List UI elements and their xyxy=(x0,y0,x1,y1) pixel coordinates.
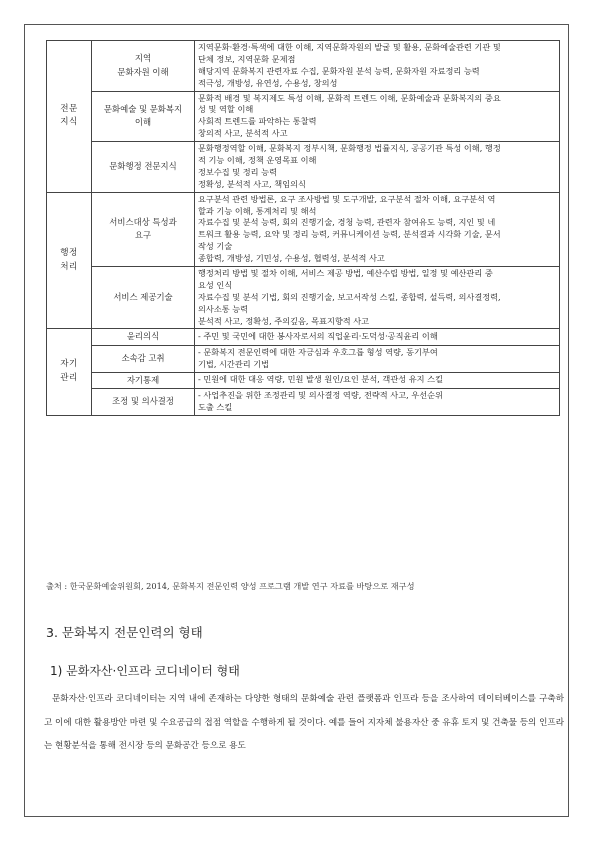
description-cell xyxy=(195,389,560,416)
table-row xyxy=(47,267,560,329)
competency-table xyxy=(46,40,560,416)
description-line: 문화행정역할 이해, 문화복지 정부시책, 문화행정 법률지식, 공공기관 특성 이해, 행정 xyxy=(198,143,501,154)
description-cell xyxy=(195,192,560,266)
description-line: 기법, 시간관리 기법 xyxy=(198,358,270,369)
table-source-note: 출처 : 한국문화예술위원회, 2014, 문화복지 전문인력 양성 프로그램 개발 연구 자료를 바탕으로 재구성 xyxy=(46,581,415,591)
description-line: 사회적 트렌드를 파악하는 통찰력 xyxy=(198,116,317,127)
description-line: 도출 스킬 xyxy=(198,402,233,413)
subcategory-cell: 윤리의식 xyxy=(92,329,195,345)
subcategory-cell: 문화예술 및 문화복지 이해 xyxy=(92,91,195,142)
description-line: 요성 인식 xyxy=(198,279,233,290)
category-cell: 행정 처리 xyxy=(47,192,92,329)
description-line: 단체 정보, 지역문화 문제점 xyxy=(198,53,296,64)
description-cell xyxy=(195,267,560,329)
description-line: 성 및 역할 이해 xyxy=(198,104,254,115)
description-cell xyxy=(195,41,560,92)
subcategory-cell: 서비스대상 특성과 요구 xyxy=(92,192,195,266)
description-line: 창의적 사고, 분석적 사고 xyxy=(198,128,288,139)
table-row xyxy=(47,345,560,372)
table-row xyxy=(47,389,560,416)
table-row xyxy=(47,372,560,388)
description-line: 트워크 활용 능력, 요약 및 정리 능력, 커뮤니케이션 능력, 분석결과 시각화 기술, 문서 xyxy=(198,229,501,240)
description-line: 적 기능 이해, 정책 운영목표 이해 xyxy=(198,155,317,166)
table-row xyxy=(47,192,560,266)
description-line: 정확성, 분석적 사고, 책임의식 xyxy=(198,178,306,189)
description-cell xyxy=(195,345,560,372)
description-line: 분석적 사고, 정확성, 주의깊음, 목표지향적 사고 xyxy=(198,315,370,326)
subcategory-cell: 소속감 고취 xyxy=(92,345,195,372)
description-line: 자료수집 및 분석 기법, 회의 진행기술, 보고서작성 스킬, 종합력, 설득력, 의사결정력, xyxy=(198,291,501,302)
body-paragraph: 문화자산·인프라 코디네이터는 지역 내에 존재하는 다양한 형태의 문화예술 관련 플랫폼과 인프라 등을 조사하여 데이터베이스를 구축하고 이에 대한 활용방안 마련 및 수요공급의 접점 역할을 수행하게 될 것이다. 예를 들어 지자체 불용자산 중 유휴 토지 및 건축물 등의 인프라는 현황분석을 통해 전시장 등의 문화공간 등으로 용도 xyxy=(44,694,564,752)
subcategory-cell: 자기통제 xyxy=(92,372,195,388)
description-line: - 문화복지 전문인력에 대한 자긍심과 우호그룹 형성 역량, 동기부여 xyxy=(198,346,438,357)
description-cell xyxy=(195,329,560,345)
description-line: 정보수집 및 정리 능력 xyxy=(198,166,277,177)
description-line: - 민원에 대한 대응 역량, 민원 발생 원인/요인 분석, 객관성 유지 스킬 xyxy=(198,374,443,385)
subcategory-cell: 조정 및 의사결정 xyxy=(92,389,195,416)
description-line: - 주민 및 국민에 대한 봉사자로서의 직업윤리·도덕성·공직윤리 이해 xyxy=(198,331,438,342)
description-line: 행정처리 방법 및 절차 이해, 서비스 제공 방법, 예산수립 방법, 일정 및 예산관리 중 xyxy=(198,268,493,279)
table-row xyxy=(47,91,560,142)
subcategory-cell: 서비스 제공기술 xyxy=(92,267,195,329)
description-line: 할과 기능 이해, 통계처리 및 해석 xyxy=(198,205,317,216)
description-line: 자료수집 및 분석 능력, 회의 진행기술, 경청 능력, 관련자 참여유도 능력, 지인 및 네 xyxy=(198,217,496,228)
description-cell xyxy=(195,372,560,388)
subcategory-cell: 지역 문화자원 이해 xyxy=(92,41,195,92)
description-line: 작성 기술 xyxy=(198,241,233,252)
table-row xyxy=(47,41,560,92)
table-row xyxy=(47,142,560,193)
subcategory-cell: 문화행정 전문지식 xyxy=(92,142,195,193)
description-line: 문화적 배경 및 복지제도 특성 이해, 문화적 트렌드 이해, 문화예술과 문화복지의 중요 xyxy=(198,92,501,103)
category-cell: 전문 지식 xyxy=(47,41,92,193)
description-line: 의사소통 능력 xyxy=(198,303,249,314)
table-row xyxy=(47,329,560,345)
description-line: 해당지역 문화복지 관련자료 수집, 문화자원 분석 능력, 문화자원 자료정리 능력 xyxy=(198,65,480,76)
description-line: 지역문화·환경·특색에 대한 이해, 지역문화자원의 발굴 및 활용, 문화예술관련 기관 및 xyxy=(198,42,501,52)
subsection-heading: 1) 문화자산·인프라 코디네이터 형태 xyxy=(50,664,240,678)
description-line: 종합력, 개방성, 기민성, 수용성, 협력성, 분석적 사고 xyxy=(198,253,385,264)
description-line: - 사업추진을 위한 조정관리 및 의사결정 역량, 전략적 사고, 우선순위 xyxy=(198,390,443,401)
description-line: 적극성, 개방성, 유연성, 수용성, 창의성 xyxy=(198,77,338,88)
description-cell xyxy=(195,142,560,193)
description-cell xyxy=(195,91,560,142)
category-cell: 자기 관리 xyxy=(47,329,92,415)
description-line: 요구분석 관련 방법론, 요구 조사방법 및 도구개발, 요구분석 절차 이해, 요구분석 역 xyxy=(198,193,496,204)
section-heading: 3. 문화복지 전문인력의 형태 xyxy=(46,625,203,640)
